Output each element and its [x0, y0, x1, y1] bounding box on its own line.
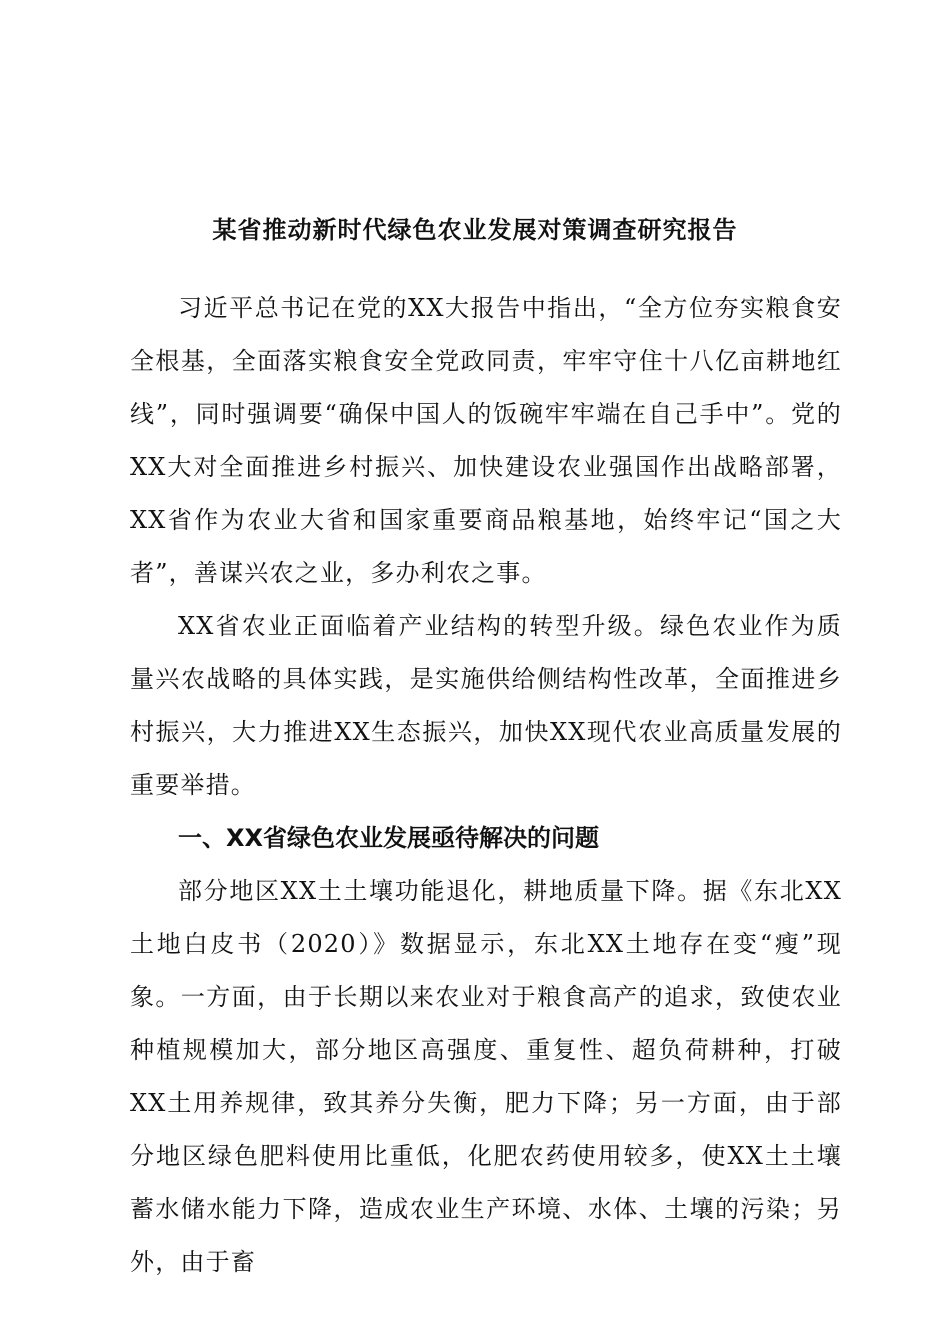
section-heading: 一、XX省绿色农业发展亟待解决的问题: [178, 824, 600, 852]
section-paragraph: 部分地区XX土土壤功能退化，耕地质量下降。据《东北XX土地白皮书（2020）》数据显示，东北XX土地存在变“瘦”现象。一方面，由于长期以来农业对于粮食高产的追求，致使农业种植规模加大，部分地区高强度、重复性、超负荷耕种，打破XX土用养规律，致其养分失衡，肥力下降；另一方面，由于部分地区绿色肥料使用比重低，化肥农药使用较多，使XX土土壤蓄水储水能力下降，造成农业生产环境、水体、土壤的污染；另外，由于畜: [130, 877, 842, 1276]
intro-paragraph: 习近平总书记在党的XX大报告中指出，“全方位夯实粮食安全根基，全面落实粮食安全党政同责，牢牢守住十八亿亩耕地红线”，同时强调要“确保中国人的饭碗牢牢端在自己手中”。党的XX大对全面推进乡村振兴、加快建设农业强国作出战略部署，XX省作为农业大省和国家重要商品粮基地，始终牢记“国之大者”，善谋兴农之业，多办利农之事。: [130, 294, 842, 587]
document-title: 某省推动新时代绿色农业发展对策调查研究报告: [212, 216, 738, 244]
context-paragraph: XX省农业正面临着产业结构的转型升级。绿色农业作为质量兴农战略的具体实践，是实施供给侧结构性改革，全面推进乡村振兴，大力推进XX生态振兴，加快XX现代农业高质量发展的重要举措。: [130, 612, 842, 799]
document-body: [130, 282, 842, 1289]
